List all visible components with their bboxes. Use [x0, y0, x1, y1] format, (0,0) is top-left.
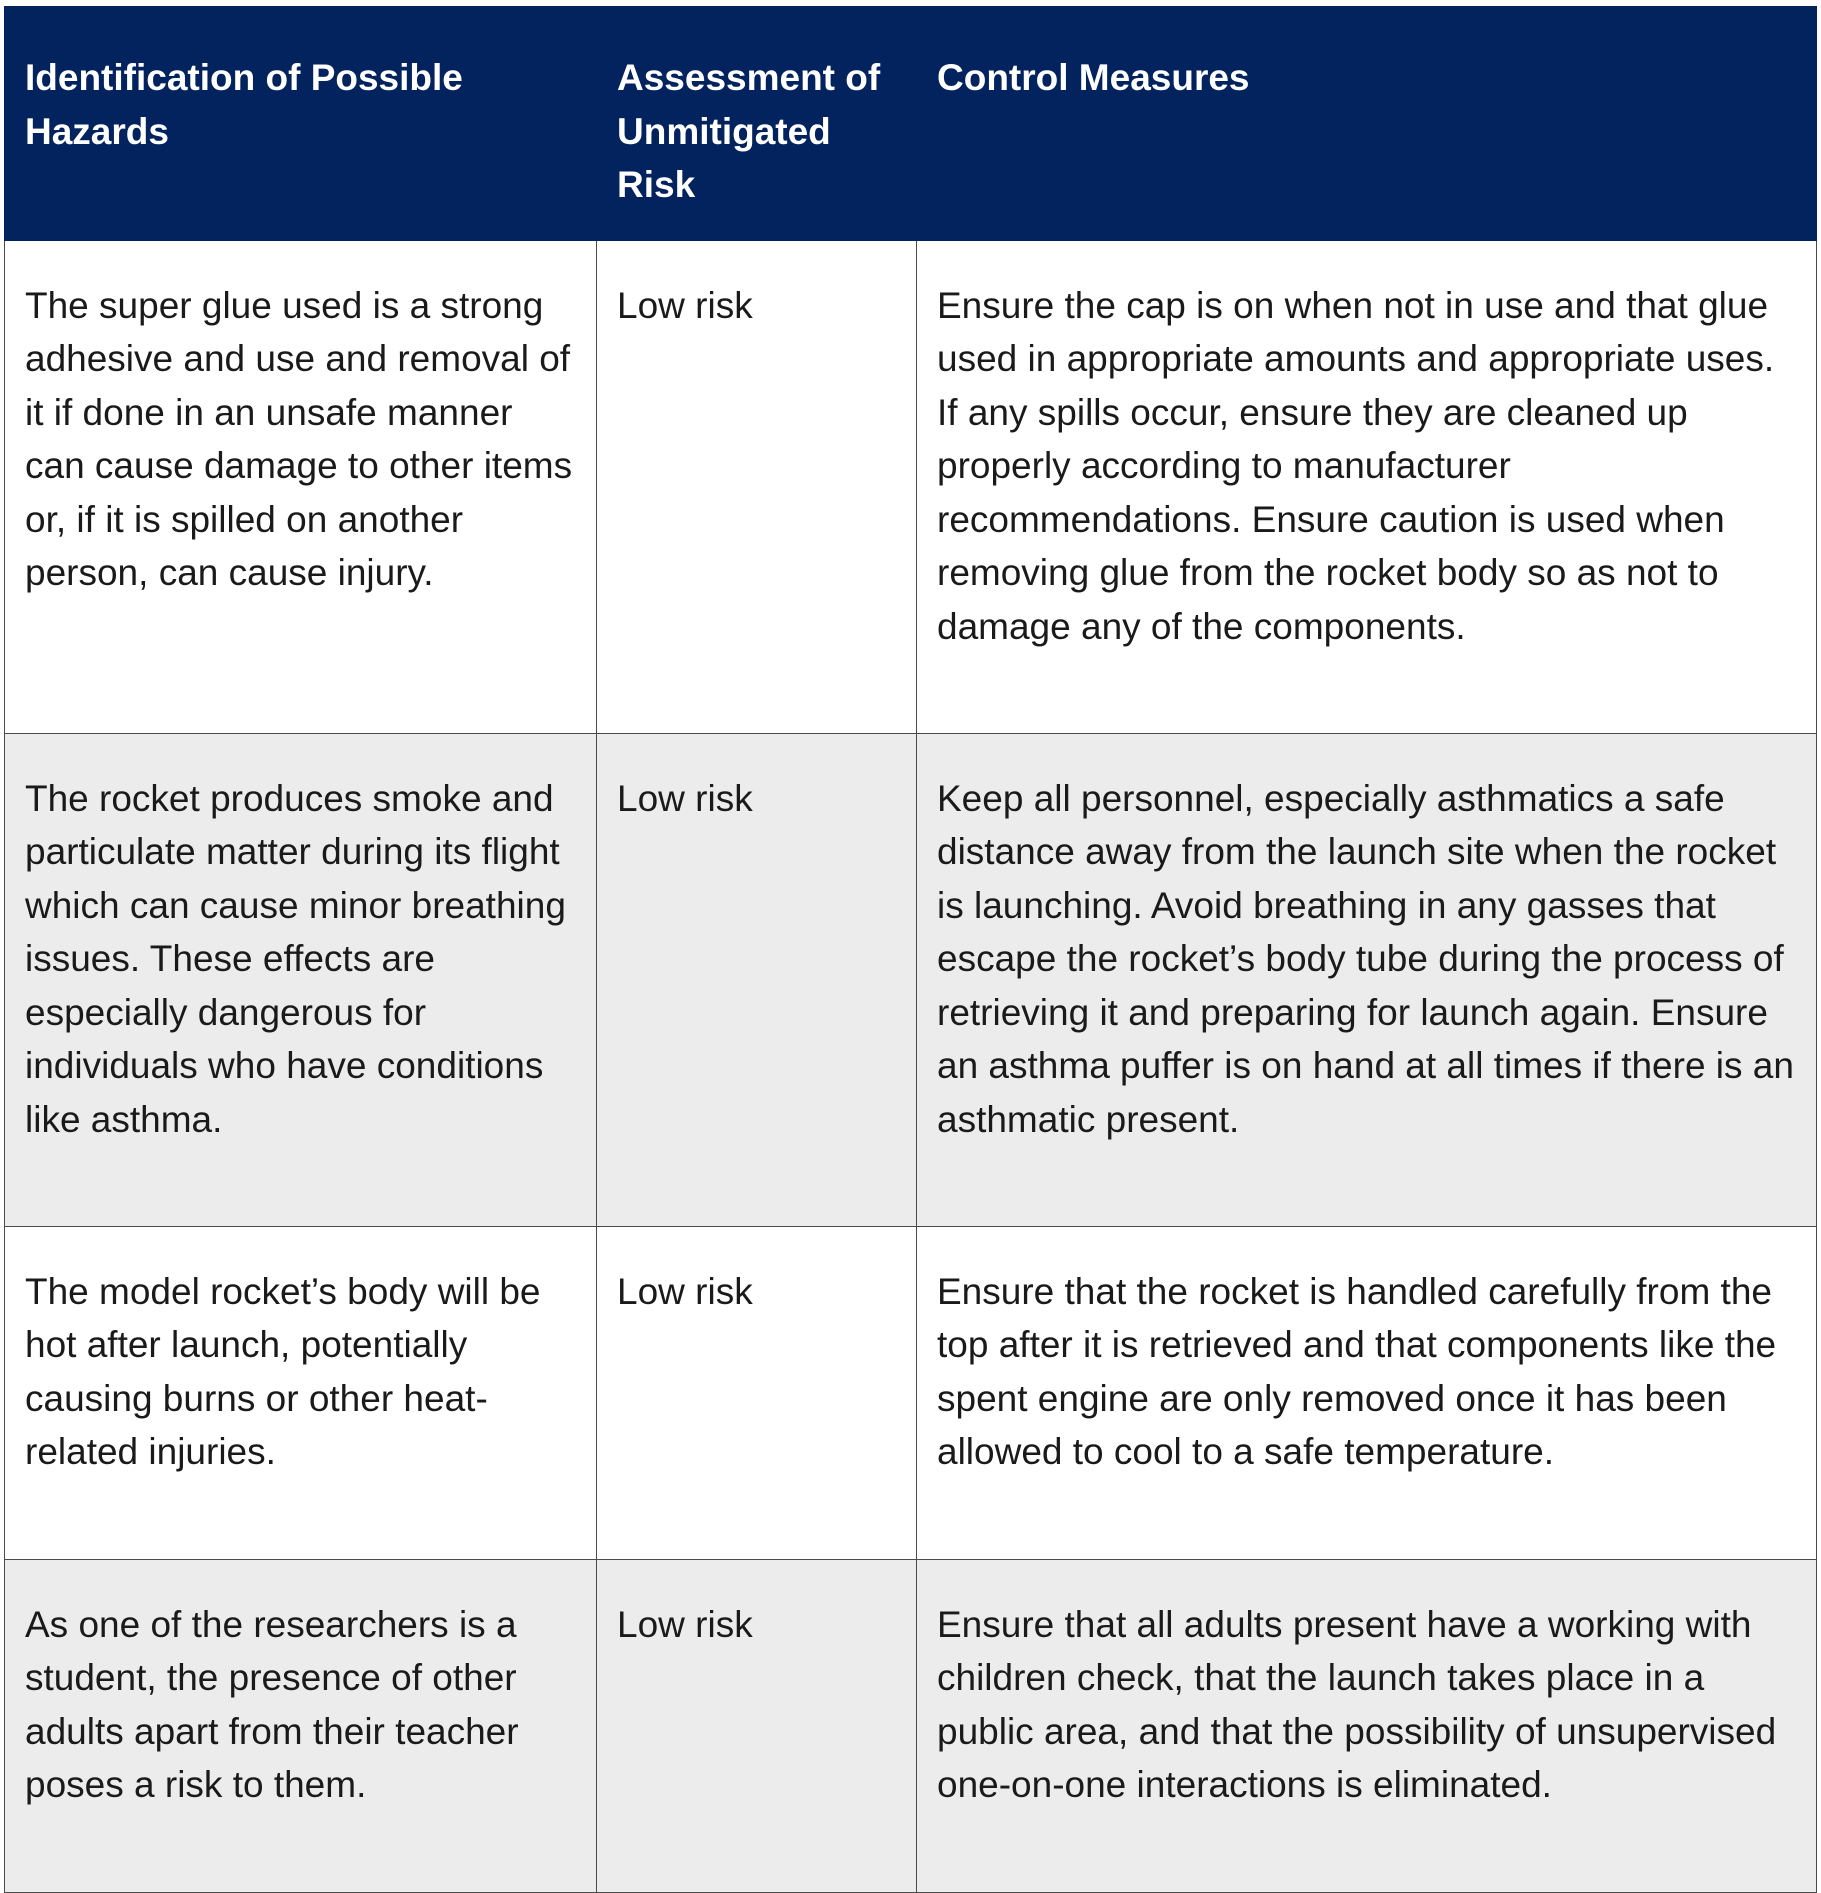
control-cell: Ensure that all adults present have a working with children check, that the launch takes place in a public area, and that the possibility of unsupervised one-on-one interactions is eliminated. — [917, 1559, 1817, 1892]
risk-cell: Low risk — [597, 1559, 917, 1892]
control-cell: Keep all personnel, especially asthmatics a safe distance away from the launch site when the rocket is launching. Avoid breathing in any gasses that escape the rocket’s body tube during the process of retrieving it and preparing for launch again. Ensure an asthma puffer is on hand at all times if there is an asthmatic present. — [917, 733, 1817, 1226]
risk-assessment-table — [4, 6, 1817, 1893]
header-row — [5, 7, 1817, 241]
risk-cell: Low risk — [597, 733, 917, 1226]
hazard-cell: The model rocket’s body will be hot after launch, potentially causing burns or other heat-related injuries. — [5, 1226, 597, 1559]
table-row — [5, 240, 1817, 733]
table-row — [5, 733, 1817, 1226]
table-row — [5, 1559, 1817, 1892]
control-cell: Ensure that the rocket is handled carefully from the top after it is retrieved and that components like the spent engine are only removed once it has been allowed to cool to a safe temperature. — [917, 1226, 1817, 1559]
header-hazards: Identification of Possible Hazards — [5, 7, 597, 241]
table-row — [5, 1226, 1817, 1559]
hazard-cell: The super glue used is a strong adhesive and use and removal of it if done in an unsafe manner can cause damage to other items or, if it is spilled on another person, can cause injury. — [5, 240, 597, 733]
header-control-measures: Control Measures — [917, 7, 1817, 241]
hazard-cell: As one of the researchers is a student, the presence of other adults apart from their teacher poses a risk to them. — [5, 1559, 597, 1892]
header-risk-assessment: Assessment of Unmitigated Risk — [597, 7, 917, 241]
risk-cell: Low risk — [597, 1226, 917, 1559]
table-header — [5, 7, 1817, 241]
control-cell: Ensure the cap is on when not in use and that glue used in appropriate amounts and appropriate uses. If any spills occur, ensure they are cleaned up properly according to manufacturer recommendations. Ensure caution is used when removing glue from the rocket body so as not to damage any of the components. — [917, 240, 1817, 733]
risk-cell: Low risk — [597, 240, 917, 733]
hazard-cell: The rocket produces smoke and particulate matter during its flight which can cause minor breathing issues. These effects are especially dangerous for individuals who have conditions like asthma. — [5, 733, 597, 1226]
table-body — [5, 240, 1817, 1892]
